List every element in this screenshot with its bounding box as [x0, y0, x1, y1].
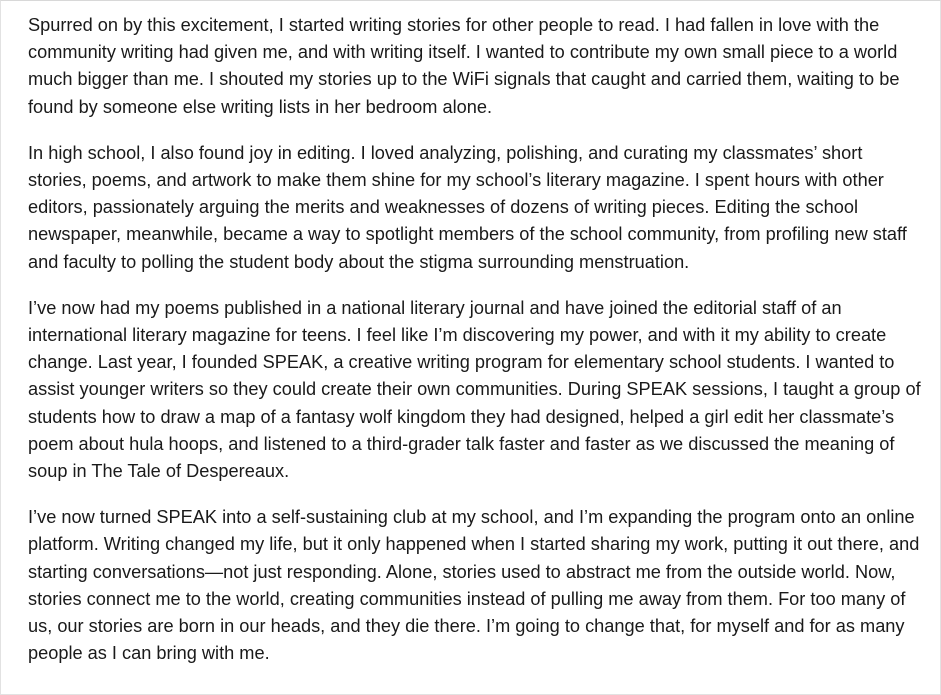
essay-paragraph: I’ve now turned SPEAK into a self-sustaining club at my school, and I’m expanding the program onto an online platform. Writing changed my life, but it only happened when I started sharing my work, putting it out there, and starting conversations—not just responding. Alone, stories used to abstract me from the outside world. Now, stories connect me to the world, creating communities instead of pulling me away from them. For too many of us, our stories are born in our heads, and they die there. I’m going to change that, for myself and for as many people as I can bring with me. — [28, 507, 920, 664]
essay-paragraph: Spurred on by this excitement, I started writing stories for other people to read. I had fallen in love with the community writing had given me, and with writing itself. I wanted to contribute my own small piece to a world much bigger than me. I shouted my stories up to the WiFi signals that caught and carried them, waiting to be found by someone else writing lists in her bedroom alone. — [28, 15, 900, 117]
essay-paragraph: In high school, I also found joy in editing. I loved analyzing, polishing, and curating my classmates’ short stories, poems, and artwork to make them shine for my school’s literary magazine. I spent hours with other editors, passionately arguing the merits and weaknesses of dozens of writing pieces. Editing the school newspaper, meanwhile, became a way to spotlight members of the school community, from profiling new staff and faculty to polling the student body about the stigma surrounding menstruation. — [28, 142, 907, 272]
essay-body — [28, 12, 923, 667]
essay-paragraph: I’ve now had my poems published in a national literary journal and have joined the editorial staff of an international literary magazine for teens. I feel like I’m discovering my power, and with it my ability to create change. Last year, I founded SPEAK, a creative writing program for elementary school students. I wanted to assist younger writers so they could create their own communities. During SPEAK sessions, I taught a group of students how to draw a map of a fantasy wolf kingdom they had designed, helped a girl edit her classmate’s poem about hula hoops, and listened to a third-grader talk faster and faster as we discussed the meaning of soup in The Tale of Despereaux. — [28, 297, 921, 482]
